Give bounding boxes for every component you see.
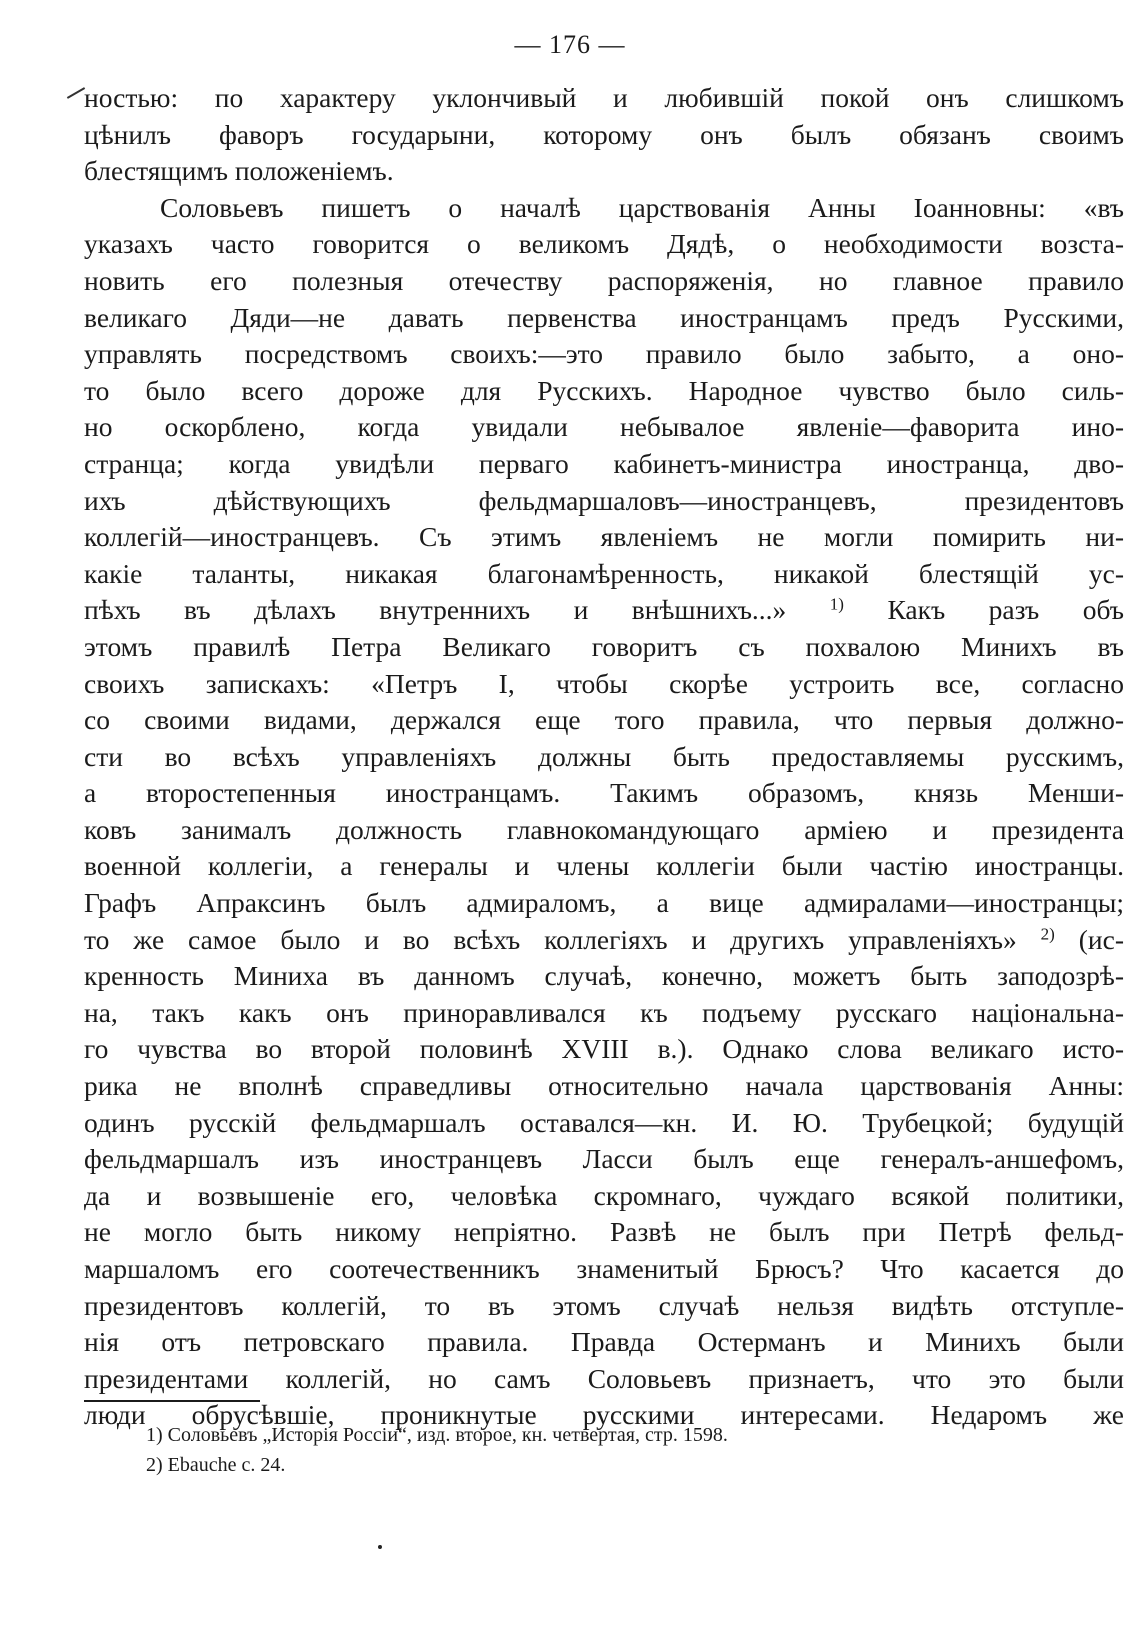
text-line-with-footnote-ref bbox=[84, 922, 1124, 959]
text-line: со своими видами, держался еще того правила, что первыя должно- bbox=[84, 704, 1124, 736]
text-line: то было всего дороже для Русскихъ. Народное чувство было силь- bbox=[84, 374, 1124, 406]
text-line: одинъ русскій фельдмаршалъ оставался—кн. И. Ю. Трубецкой; будущій bbox=[84, 1106, 1124, 1138]
text-line: военной коллегіи, а генералы и члены коллегіи были частію иностранцы. bbox=[84, 850, 1124, 882]
body-text bbox=[84, 80, 1124, 1434]
footnote-rule bbox=[84, 1400, 260, 1402]
footnote-text: Соловьевъ „Исторія Россіи“, изд. второе, кн. четвертая, стр. 1598. bbox=[167, 1424, 728, 1446]
footnote bbox=[146, 1420, 1046, 1450]
text-line: своихъ запискахъ: «Петръ I, чтобы скорѣе устроить все, согласно bbox=[84, 667, 1124, 699]
text-line: ковъ занималъ должность главнокомандующаго арміею и президента bbox=[84, 813, 1124, 845]
text-line: президентами коллегій, но самъ Соловьевъ признаетъ, что это были bbox=[84, 1362, 1124, 1394]
text-line: рика не вполнѣ справедливы относительно начала царствованія Анны: bbox=[84, 1070, 1124, 1102]
text-line: на, такъ какъ онъ приноравливался къ подъему русскаго національна- bbox=[84, 996, 1124, 1028]
text-line: новить его полезныя отечеству распоряженія, но главное правило bbox=[84, 264, 1124, 296]
text-line: Графъ Апраксинъ былъ адмираломъ, а вице адмиралами—иностранцы; bbox=[84, 887, 1124, 919]
footnote bbox=[146, 1450, 1046, 1480]
text-line: не могло быть никому непріятно. Развѣ не былъ при Петрѣ фельд- bbox=[84, 1216, 1124, 1248]
footnotes bbox=[146, 1420, 1046, 1480]
text-segment: (ис- bbox=[1078, 923, 1124, 955]
text-line: сти во всѣхъ управленіяхъ должны быть предоставляемы русскимъ, bbox=[84, 740, 1124, 772]
margin-mark bbox=[67, 87, 85, 99]
text-segment: Какъ разъ объ bbox=[887, 594, 1124, 626]
text-segment: то же самое было и во всѣхъ коллегіяхъ и другихъ управленіяхъ» bbox=[84, 923, 1017, 955]
text-line: цѣнилъ фаворъ государыни, которому онъ былъ обязанъ своимъ bbox=[84, 118, 1124, 150]
text-line: фельдмаршалъ изъ иностранцевъ Ласси былъ еще генералъ-аншефомъ, bbox=[84, 1143, 1124, 1175]
text-line: странца; когда увидѣли перваго кабинетъ-министра иностранца, дво- bbox=[84, 447, 1124, 479]
text-line: президентовъ коллегій, то въ этомъ случаѣ нельзя видѣть отступле- bbox=[84, 1289, 1124, 1321]
text-line: кренность Миниха въ данномъ случаѣ, конечно, можетъ быть заподозрѣ- bbox=[84, 960, 1124, 992]
footnote-text: Ebauche c. 24. bbox=[167, 1454, 286, 1476]
text-line: великаго Дяди—не давать первенства иностранцамъ предъ Русскими, bbox=[84, 301, 1124, 333]
text-line: указахъ часто говорится о великомъ Дядѣ, о необходимости возста- bbox=[84, 228, 1124, 260]
text-line: какіе таланты, никакая благонамѣренность, никакой блестящій ус- bbox=[84, 557, 1124, 589]
text-line: этомъ правилѣ Петра Великаго говоритъ съ похвалою Минихъ въ bbox=[84, 630, 1124, 662]
footnote-mark: 2) bbox=[146, 1454, 163, 1476]
text-line: коллегій—иностранцевъ. Съ этимъ явленіемъ не могли помирить ни- bbox=[84, 521, 1124, 553]
page-number: — 176 — bbox=[514, 30, 626, 59]
text-line: управлять посредствомъ своихъ:—это правило было забыто, а оно- bbox=[84, 338, 1124, 370]
footnote-mark: 1) bbox=[146, 1424, 163, 1446]
text-line-with-footnote-ref bbox=[84, 592, 1124, 629]
footnote-ref: 1) bbox=[829, 594, 844, 614]
text-line: но оскорблено, когда увидали небывалое явленіе—фаворита ино- bbox=[84, 411, 1124, 443]
text-line: ихъ дѣйствующихъ фельдмаршаловъ—иностранцевъ, президентовъ bbox=[84, 484, 1124, 516]
text-line: блестящимъ положеніемъ. bbox=[84, 155, 394, 187]
text-line: маршаломъ его соотечественникъ знаменитый Брюсъ? Что касается до bbox=[84, 1253, 1124, 1284]
text-line: люди обрусѣвшіе, проникнутые русскими интересами. Недаромъ же bbox=[84, 1399, 1124, 1431]
stray-dot bbox=[378, 1545, 382, 1549]
text-line: нія отъ петровскаго правила. Правда Остерманъ и Минихъ были bbox=[84, 1326, 1124, 1358]
text-line: а второстепенныя иностранцамъ. Такимъ образомъ, князь Менши- bbox=[84, 777, 1124, 809]
text-segment: пѣхъ въ дѣлахъ внутреннихъ и внѣшнихъ...» bbox=[84, 594, 787, 626]
text-line: Соловьевъ пишетъ о началѣ царствованія Анны Іоанновны: «въ bbox=[160, 191, 1124, 223]
text-line: да и возвышеніе его, человѣка скромнаго, чуждаго всякой политики, bbox=[84, 1179, 1124, 1211]
text-line: ностью: по характеру уклончивый и любившій покой онъ слишкомъ bbox=[84, 82, 1124, 113]
footnote-ref: 2) bbox=[1040, 924, 1055, 944]
text-line: го чувства во второй половинѣ XVIII в.). Однако слова великаго исто- bbox=[84, 1033, 1124, 1065]
